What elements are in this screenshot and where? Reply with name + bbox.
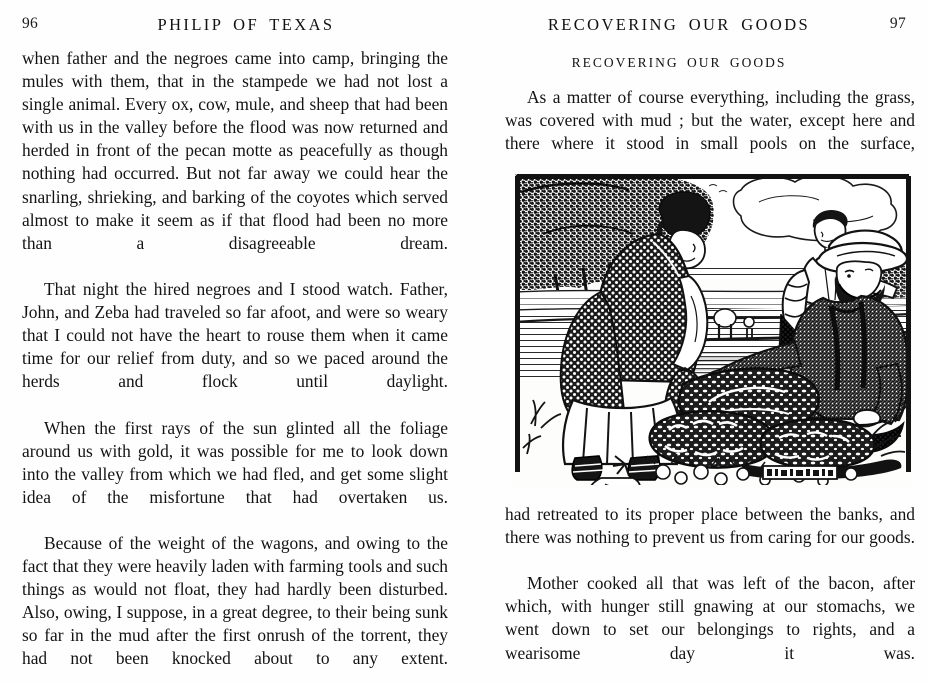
- paragraph: That night the hired negroes and I stood watch. Father, John, and Zeba had traveled so far afoot, and were so weary that I could not have the heart to rouse them when it came time for our relief from duty, and so we paced around the herds and flock until daylight.: [22, 278, 448, 392]
- paragraph: when father and the negroes came into camp, bringing the mules with them, that in the stampede we had not lost a single animal. Every ox, cow, mule, and sheep that had been with us in the valley before the flood was now returned and herded in front of the pecan motte as peacefully as though nothing had occurred. But not far away we could hear the snarling, shrieking, and barking of the coyotes which served almost to make it seem as if that flood had been no more than a disagreeable dream.: [22, 48, 448, 253]
- running-head-right-title: RECOVERING OUR GOODS: [547, 15, 811, 34]
- chapter-title: RECOVERING OUR GOODS: [571, 55, 787, 70]
- page-number-right: 97: [889, 15, 906, 32]
- page-number-left: 96: [22, 15, 39, 32]
- body-text-left: [22, 47, 448, 694]
- body-text-right-above-illustration: [505, 86, 915, 178]
- running-head-left-title: PHILIP OF TEXAS: [157, 15, 335, 34]
- page-left: [0, 0, 470, 683]
- illustration-recovering-goods: [513, 172, 913, 487]
- body-text-right-below-illustration: [505, 503, 915, 688]
- paragraph: Mother cooked all that was left of the bacon, after which, with hunger still gnawing at our stomachs, we went down to set our belongings to rights, and a wearisome day it was.: [505, 573, 915, 663]
- running-head-right: [470, 14, 888, 36]
- paragraph: When the first rays of the sun glinted all the foliage around us with gold, it was possible for me to look down into the valley from which we had fled, and get some slight idea of the misfortune that had overtaken us.: [22, 417, 448, 507]
- paragraph: had retreated to its proper place between the banks, and there was nothing to prevent us from caring for our goods.: [505, 504, 915, 548]
- paragraph: As a matter of course everything, including the grass, was covered with mud ; but the water, except here and there where it stood in small pools on the surface,: [505, 87, 915, 154]
- paragraph: Because of the weight of the wagons, and owing to the fact that they were heavily laden with farming tools and such things as would not float, they had hardly been disturbed. Also, owing, I suppose, in a great degree, to their being sunk so far in the mud after the first onrush of the torrent, they had not been knocked about to any extent.: [22, 532, 448, 669]
- running-head-left: [0, 14, 470, 36]
